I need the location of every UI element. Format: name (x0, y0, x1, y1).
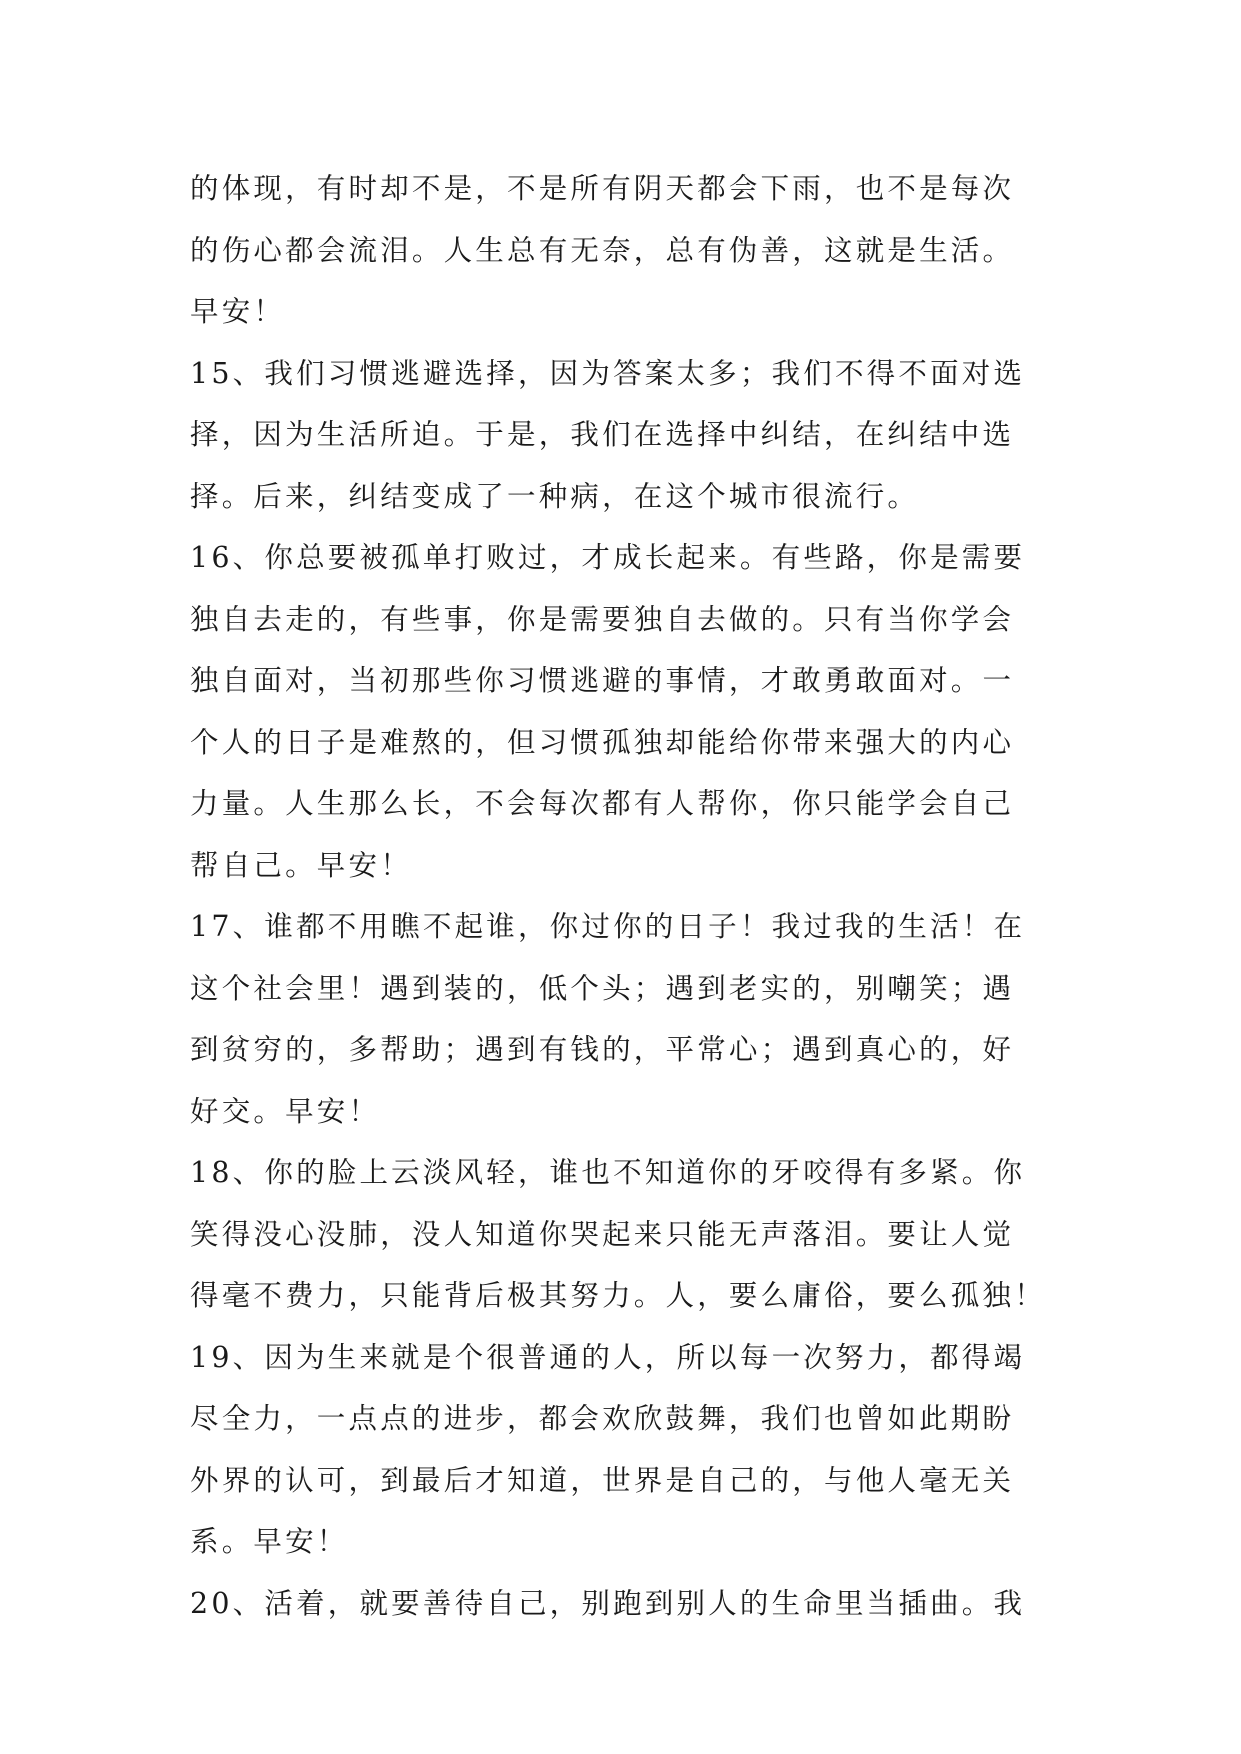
text-line: 早安！ (190, 295, 286, 328)
text-line: 15、我们习惯逃避选择，因为答案太多；我们不得不面对选 (190, 356, 1026, 390)
text-line: 的体现，有时却不是，不是所有阴天都会下雨，也不是每次 (190, 172, 1015, 205)
text-line: 20、活着，就要善待自己，别跑到别人的生命里当插曲。我 (190, 1586, 1026, 1620)
text-line: 18、你的脸上云淡风轻，谁也不知道你的牙咬得有多紧。你 (190, 1156, 1026, 1189)
text-line: 这个社会里！遇到装的，低个头；遇到老实的，别嘲笑；遇 (190, 971, 1015, 1005)
text-line: 好交。早安！ (190, 1094, 381, 1128)
text-line: 独自去走的，有些事，你是需要独自去做的。只有当你学会 (190, 602, 1015, 636)
text-line: 19、因为生来就是个很普通的人，所以每一次努力，都得竭 (190, 1340, 1026, 1374)
text-line: 的伤心都会流泪。人生总有无奈，总有伪善，这就是生活。 (190, 233, 1015, 267)
text-line: 系。早安！ (190, 1525, 349, 1558)
text-line: 16、你总要被孤单打败过，才成长起来。有些路，你是需要 (190, 541, 1026, 574)
text-line: 个人的日子是难熬的，但习惯孤独却能给你带来强大的内心 (190, 725, 1015, 759)
text-line: 笑得没心没肺，没人知道你哭起来只能无声落泪。要让人觉 (190, 1217, 1015, 1251)
text-line: 17、谁都不用瞧不起谁，你过你的日子！我过我的生活！在 (190, 910, 1026, 943)
text-line: 择，因为生活所迫。于是，我们在选择中纠结，在纠结中选 (190, 418, 1015, 451)
text-line: 独自面对，当初那些你习惯逃避的事情，才敢勇敢面对。一 (190, 664, 1015, 697)
text-line: 择。后来，纠结变成了一种病，在这个城市很流行。 (190, 479, 920, 513)
text-line: 尽全力，一点点的进步，都会欢欣鼓舞，我们也曾如此期盼 (190, 1402, 1015, 1435)
text-line: 帮自己。早安！ (190, 848, 412, 882)
document-body (190, 158, 1240, 1634)
text-line: 到贫穷的，多帮助；遇到有钱的，平常心；遇到真心的，好 (190, 1033, 1015, 1066)
text-line: 得毫不费力，只能背后极其努力。人，要么庸俗，要么孤独！ (190, 1279, 1046, 1312)
text-line: 力量。人生那么长，不会每次都有人帮你，你只能学会自己 (190, 787, 1015, 820)
text-line: 外界的认可，到最后才知道，世界是自己的，与他人毫无关 (190, 1463, 1015, 1497)
